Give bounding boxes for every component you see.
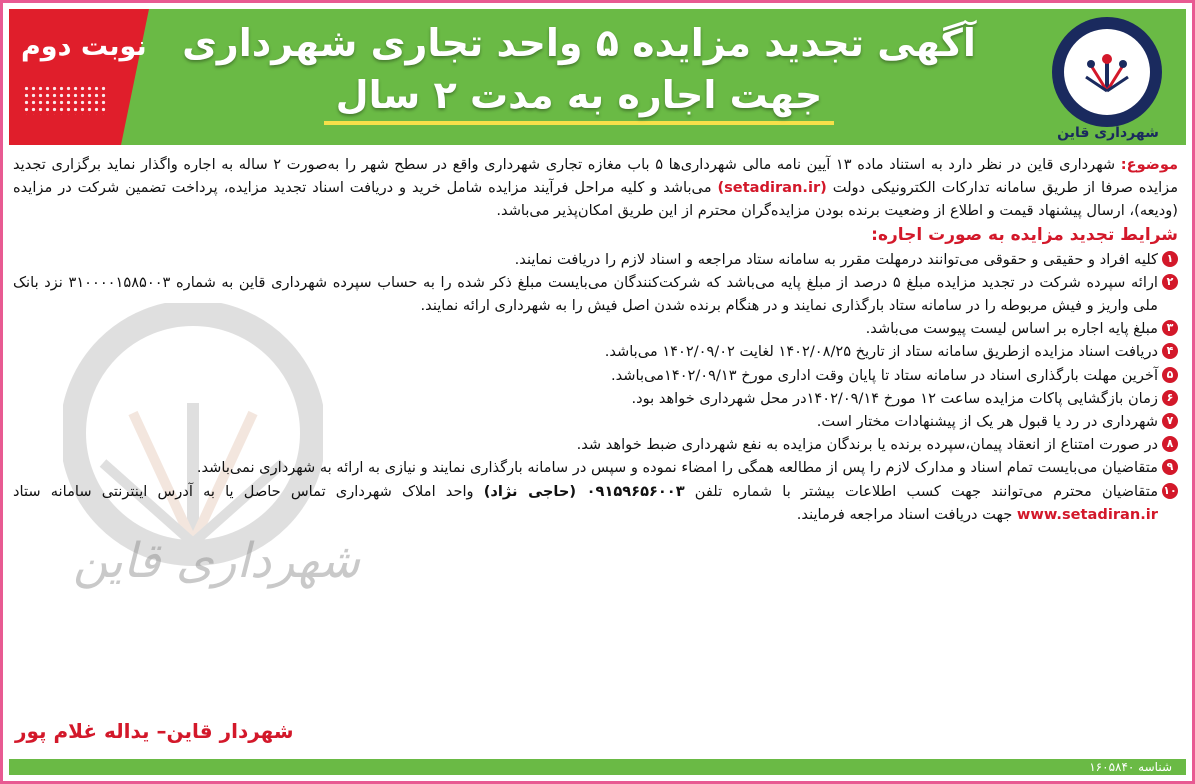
subject-paragraph	[13, 153, 1178, 223]
reference-id: شناسه ۱۶۰۵۸۴۰	[1089, 760, 1172, 774]
subject-line-3: مزایده، پرداخت تضمین شرکت در مزایده (ودیعه)، ارسال پیشنهاد قیمت و اطلاع از وضعیت برنده بودن مزایده‌گران محترم از این طریق امکان‌پذیر می‌باشد.	[13, 179, 1178, 220]
setad-url-link[interactable]: www.setadiran.ir	[1016, 505, 1158, 523]
item10-text-4: جهت دریافت اسناد مراجعه فرمایند.	[796, 505, 1013, 523]
item-number-badge: ۴	[1162, 343, 1178, 359]
item-text: شهرداری در رد یا قبول هر یک از پیشنهادات مختار است.	[816, 413, 1158, 431]
conditions-heading: شرایط تجدید مزایده به صورت اجاره:	[871, 224, 1178, 245]
item-text: دریافت اسناد مزایده ازطریق سامانه ستاد از تاریخ ۱۴۰۲/۰۸/۲۵ لغایت ۱۴۰۲/۰۹/۰۲ می‌باشد.	[604, 343, 1158, 361]
item-number-badge: ۶	[1162, 390, 1178, 406]
ad-body	[13, 153, 1178, 526]
setad-link[interactable]: (setadiran.ir)	[717, 179, 827, 197]
item-number-badge: ۵	[1162, 367, 1178, 383]
item-number-badge: ۷	[1162, 413, 1178, 429]
item10-text-1: متقاضیان محترم می‌توانند جهت کسب اطلاعات بیشتر با شماره تلفن	[694, 482, 1159, 500]
list-item	[13, 340, 1178, 363]
header-banner	[9, 9, 1186, 145]
list-item	[13, 317, 1178, 340]
list-item	[13, 410, 1178, 433]
item-text: متقاضیان می‌بایست تمام اسناد و مدارک لازم را پس از مطالعه همگی را امضاء نموده و سپس در سامانه بارگذاری نمایند و نیازی به ارائه به شهرداری نمی‌باشد.	[196, 459, 1158, 477]
list-item	[13, 271, 1178, 317]
item-number-badge: ۸	[1162, 436, 1178, 452]
list-item	[13, 387, 1178, 410]
item-number-badge: ۳	[1162, 320, 1178, 336]
list-item	[13, 248, 1178, 271]
municipality-logo	[1042, 17, 1174, 145]
item-text: آخرین مهلت بارگذاری اسناد در سامانه ستاد تا پایان وقت اداری مورخ ۱۴۰۲/۰۹/۱۳می‌باشد.	[610, 366, 1158, 384]
conditions-list	[13, 248, 1178, 480]
ad-title	[169, 17, 989, 125]
round-label: نوبت دوم	[21, 31, 147, 62]
item-number-badge: ۱۰	[1163, 483, 1177, 497]
item-text: زمان بازگشایی پاکات مزایده ساعت ۱۲ مورخ ۱۴۰۲/۰۹/۱۴در محل شهرداری خواهد بود.	[631, 389, 1158, 407]
watermark-text: شهرداری قاین	[73, 533, 361, 589]
logo-emblem-icon	[1078, 41, 1136, 99]
item-text: مبلغ پایه اجاره بر اساس لیست پیوست می‌باشد.	[865, 320, 1158, 338]
dot-pattern-decoration	[23, 85, 107, 115]
item-text: ارائه سپرده شرکت در تجدید مزایده مبلغ ۵ درصد از مبلغ پایه می‌باشد که شرکت‌کنندگان می‌بایست مبلغ ذکر شده را به حساب سپرده شهرداری قاین به شماره ۳۱۰۰۰۰۱۵۸۵۰۰۳ نزد بانک ملی واریز و فیش مربوطه را در سامانه ستاد بارگذاری نمایند و در هنگام برنده شدن اصل فیش را به شهرداری ارائه نمایند.	[13, 273, 1158, 315]
subject-line-2a: نماید برگزاری تجدید مزایده صرفا از طریق سامانه تدارکات الکترونیکی دولت	[13, 156, 1179, 197]
item-text: کلیه افراد و حقیقی و حقوقی می‌توانند درمهلت مقرر به سامانه ستاد مراجعه و اسناد لازم را دریافت نمایند.	[514, 250, 1158, 268]
round-tag	[9, 9, 149, 145]
subject-label: موضوع:	[1120, 156, 1179, 173]
item-number-badge: ۱	[1162, 251, 1178, 267]
item-number-badge: ۲	[1162, 274, 1178, 290]
item-text: در صورت امتناع از انعقاد پیمان،سپرده برنده یا برندگان مزایده به نفع شهرداری ضبط خواهد شد.	[576, 436, 1158, 454]
logo-caption: شهرداری قاین	[1057, 125, 1159, 141]
item-number-badge: ۹	[1162, 459, 1178, 475]
item10-text-2: واحد املاک شهرداری تماس حاصل	[243, 482, 474, 500]
list-item	[13, 456, 1178, 479]
title-line-1: آگهی تجدید مزایده ۵ واحد تجاری شهرداری	[182, 21, 976, 65]
title-line-2: جهت اجاره به مدت ۲ سال	[324, 69, 835, 125]
list-item	[13, 433, 1178, 456]
signer-name: شهردار قاین– یداله غلام پور	[15, 719, 294, 743]
reference-strip	[9, 759, 1186, 775]
subject-line-1: شهرداری قاین در نظر دارد به استناد ماده ۱۳ آیین نامه مالی شهرداری‌ها ۵ باب مغازه تجاری شهرداری واقع در سطح شهر را به‌صورت ۲ ساله به اجاره واگذار	[141, 156, 1116, 173]
list-item	[13, 480, 1178, 526]
subject-line-2b: می‌باشد و کلیه مراحل فرآیند مزایده شامل خرید و دریافت اسناد تجدید	[273, 179, 712, 197]
item10-text-3: یا به آدرس اینترنتی سامانه ستاد	[13, 482, 234, 500]
list-item	[13, 364, 1178, 387]
contact-phone: ۰۹۱۵۹۶۵۶۰۰۳ (حاجی نژاد)	[483, 482, 685, 500]
